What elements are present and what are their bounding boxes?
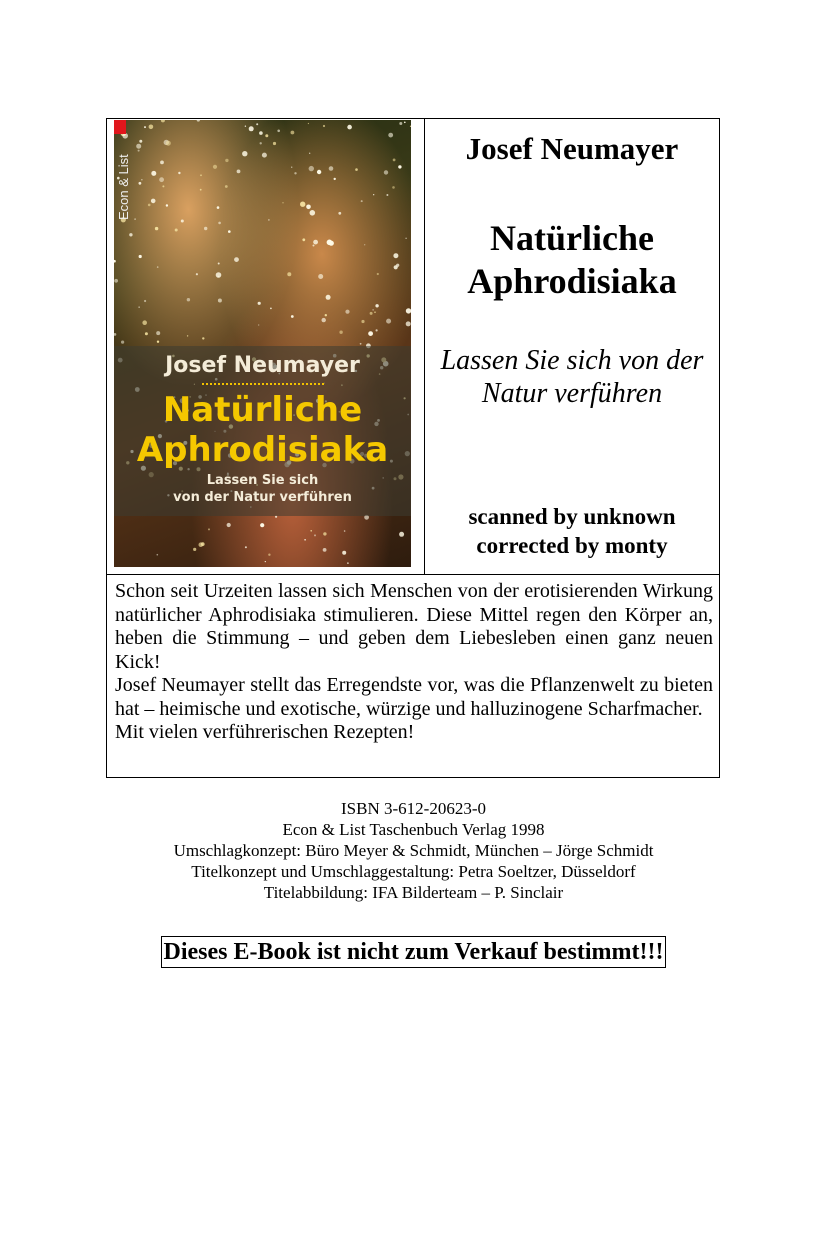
water-droplet [114,279,118,283]
water-droplet [373,194,374,195]
water-droplet [347,562,349,564]
water-droplet [376,329,378,331]
water-droplet [398,165,401,168]
water-droplet [406,308,411,313]
water-droplet [151,171,156,176]
water-droplet [384,170,388,174]
water-droplet [242,151,247,156]
water-droplet [291,315,294,318]
water-droplet [216,272,222,278]
water-droplet [151,199,156,204]
imprint-publisher: Econ & List Taschenbuch Verlag 1998 [282,820,545,839]
water-droplet [347,125,352,130]
imprint-title-image: Titelabbildung: IFA Bilderteam – P. Sinclair [263,883,564,902]
water-droplet [208,528,210,530]
not-for-sale-notice: Dieses E-Book ist nicht zum Verkauf bestimmt!!! [161,936,667,968]
imprint-title-concept: Titelkonzept und Umschlaggestaltung: Petra Soeltzer, Düsseldorf [191,862,636,881]
water-droplet [260,523,264,527]
water-droplet [338,212,341,215]
water-droplet [187,335,188,336]
cover-dotted-rule [202,383,324,385]
cover-title-line: Natürliche [162,390,363,430]
water-droplet [265,561,266,562]
water-droplet [386,194,388,196]
water-droplet [166,204,168,206]
water-droplet [268,554,270,556]
water-droplet [258,302,261,305]
water-droplet [342,551,346,555]
water-droplet [306,205,311,210]
publisher-red-mark [114,120,126,134]
water-droplet [249,126,254,131]
water-droplet [268,219,270,221]
water-droplet [368,331,373,336]
water-droplet [200,189,202,191]
cover-publisher-logo: Econ & List [116,154,131,220]
scan-credits [425,502,719,560]
water-droplet [300,202,305,207]
water-droplet [155,227,158,230]
water-droplet [149,125,154,130]
water-droplet [317,170,321,174]
water-droplet [175,229,178,232]
water-droplet [234,257,239,262]
water-droplet [199,542,204,547]
water-droplet [291,131,295,135]
water-droplet [405,238,406,239]
water-droplet [291,167,292,168]
water-droplet [313,245,315,247]
water-droplet [245,126,246,127]
water-droplet [197,120,200,122]
water-droplet [159,177,164,182]
water-droplet [322,318,326,322]
water-droplet [404,122,406,124]
water-droplet [157,341,159,343]
water-droplet [304,539,306,541]
water-droplet [114,260,116,263]
water-droplet [144,126,146,128]
water-droplet [399,532,404,537]
water-droplet [377,273,379,275]
water-droplet [294,172,296,174]
water-droplet [329,166,334,171]
water-droplet [386,319,391,324]
water-droplet [178,172,180,174]
imprint-block [0,798,827,903]
water-droplet [156,331,160,335]
water-droplet [227,523,231,527]
water-droplet [388,133,393,138]
water-droplet [139,255,142,258]
water-droplet [323,548,327,552]
water-droplet [410,126,411,127]
water-droplet [228,230,231,233]
water-droplet [142,320,147,325]
water-droplet [265,134,268,137]
water-droplet [374,312,375,313]
book-title-line: Natürliche [490,218,654,258]
credit-scan: scanned by unknown [468,504,676,529]
water-droplet [277,130,280,133]
water-droplet [144,300,146,302]
cover-subtitle [114,472,411,506]
water-droplet [355,168,358,171]
water-droplet [361,320,364,323]
blurb-paragraph: Schon seit Urzeiten lassen sich Menschen von der erotisierenden Wirkung natürlicher Aphrodisiaka stimulieren. Diese Mittel regen den Körper an, heben die Stimmung – und geben dem Liebesleben einen ganz neuen Kick! [115,580,713,673]
water-droplet [200,174,202,176]
water-droplet [399,122,402,125]
water-droplet [136,144,141,149]
water-droplet [138,150,140,152]
cover-title-line: Aphrodisiaka [136,430,389,470]
isbn: ISBN 3-612-20623-0 [341,799,486,818]
blurb-paragraph: Josef Neumayer stellt das Erregendste vor, was die Pflanzenwelt zu bieten hat – heimische und exotische, würzige und halluzinogene Scharfmacher. [115,674,713,720]
water-droplet [308,123,309,124]
water-droplet [145,332,148,335]
water-droplet [334,178,336,180]
water-droplet [259,131,263,135]
water-droplet [406,321,411,326]
table-top-row [107,119,719,575]
water-droplet [160,161,164,165]
water-droplet [273,142,276,145]
cover-subtitle-line: Lassen Sie sich [206,473,319,488]
water-droplet [139,182,142,185]
water-droplet [218,222,221,225]
water-droplet [393,253,398,258]
water-droplet [287,272,291,276]
blurb-paragraph: Mit vielen verführerischen Rezepten! [115,721,415,743]
water-droplet [323,125,325,127]
water-droplet [114,333,116,336]
water-droplet [339,331,342,334]
credit-correct: corrected by monty [476,533,668,558]
water-droplet [323,532,326,535]
water-droplet [218,299,222,303]
water-droplet [310,210,316,216]
water-droplet [344,530,346,532]
info-table [106,118,720,778]
cover-author: Josef Neumayer [165,353,360,378]
water-droplet [309,166,314,171]
water-droplet [375,304,378,307]
water-droplet [218,263,220,265]
water-droplet [314,534,316,536]
water-droplet [139,140,142,143]
water-droplet [157,266,159,268]
water-droplet [360,343,362,345]
water-droplet [327,240,333,246]
water-droplet [258,324,259,325]
water-droplet [392,186,395,189]
water-droplet [213,165,217,169]
water-droplet [256,123,258,125]
water-droplet [141,179,142,180]
water-droplet [217,206,220,209]
book-subtitle [425,344,719,410]
water-droplet [204,227,207,230]
water-droplet [364,244,365,245]
water-droplet [162,185,164,187]
water-droplet [225,185,228,188]
water-droplet [270,308,272,310]
water-droplet [202,337,204,339]
notice-wrapper [0,936,827,968]
water-droplet [326,295,331,300]
water-droplet [260,142,262,144]
book-subtitle-line: Natur verführen [481,378,663,409]
water-droplet [193,548,196,551]
book-subtitle-line: Lassen Sie sich von der [440,345,704,376]
book-title [425,217,719,303]
title-info-cell [425,119,719,574]
water-droplet [361,200,363,202]
imprint-cover-concept: Umschlagkonzept: Büro Meyer & Schmidt, München – Jörge Schmidt [173,841,654,860]
blurb-text [115,580,713,745]
book-title-line: Aphrodisiaka [467,261,677,301]
water-droplet [187,298,190,301]
cover-title [114,390,411,470]
water-droplet [134,218,136,220]
water-droplet [196,273,198,275]
water-droplet [166,141,171,146]
water-droplet [139,307,140,308]
water-droplet [148,204,151,207]
water-droplet [325,314,327,316]
water-droplet [262,153,267,158]
water-droplet [318,274,323,279]
book-cover-image [114,120,411,567]
water-droplet [161,120,165,122]
water-droplet [370,312,373,315]
water-droplet [313,240,318,245]
author-name: Josef Neumayer [465,131,679,166]
water-droplet [372,309,373,310]
water-droplet [225,159,228,162]
water-droplet [237,170,241,174]
water-droplet [129,233,132,236]
cover-subtitle-line: von der Natur verführen [173,490,352,505]
water-droplet [157,554,159,556]
cover-cell [107,119,425,574]
water-droplet [310,530,312,532]
water-droplet [121,341,124,344]
water-droplet [345,310,349,314]
water-droplet [393,159,396,162]
water-droplet [245,546,247,548]
water-droplet [309,153,310,154]
water-droplet [282,202,283,203]
water-droplet [302,238,305,241]
water-droplet [394,265,398,269]
water-droplet [181,220,184,223]
